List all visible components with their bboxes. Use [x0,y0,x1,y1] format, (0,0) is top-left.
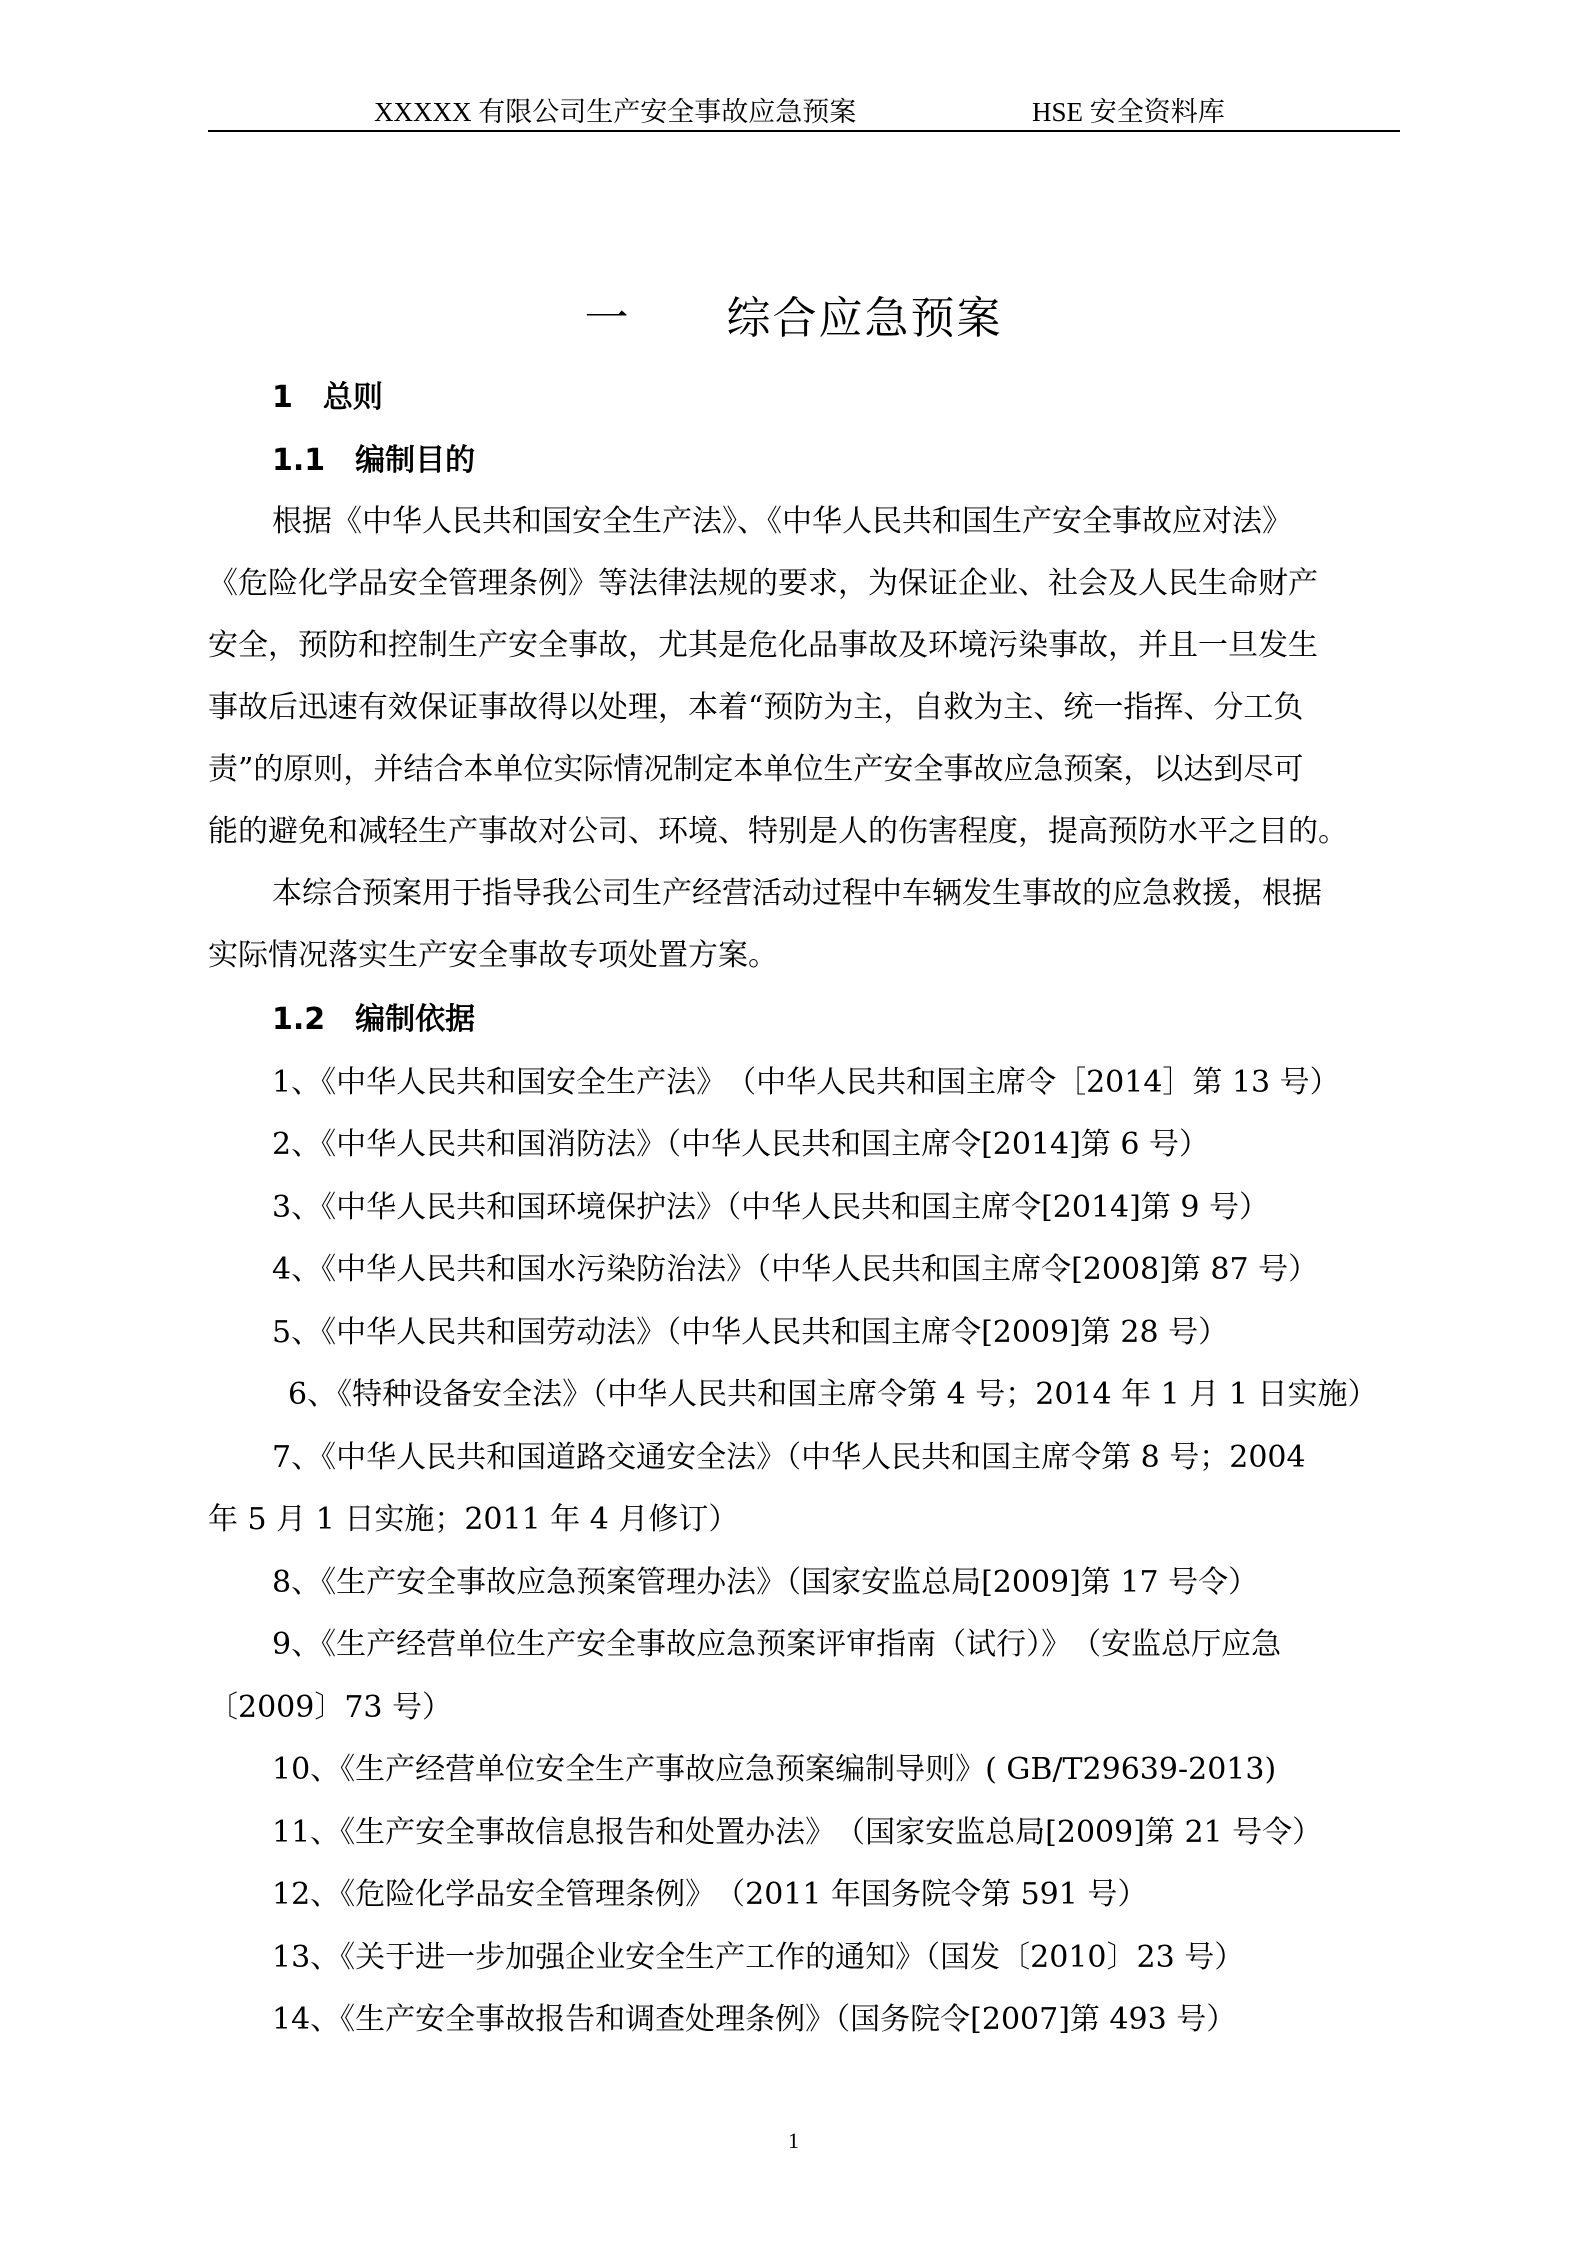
basis-list-item: 13、《关于进一步加强企业安全生产工作的通知》（国发〔2010〕23 号） [272,1940,1245,1975]
basis-list-item: 8、《生产安全事故应急预案管理办法》（国家安监总局[2009]第 17 号令） [272,1565,1259,1600]
basis-list-item-continuation: 年 5 月 1 日实施；2011 年 4 月修订） [208,1502,739,1537]
basis-list-item: 14、《生产安全事故报告和调查处理条例》（国务院令[2007]第 493 号） [272,2002,1237,2037]
basis-list-item: 4、《中华人民共和国水污染防治法》（中华人民共和国主席令[2008]第 87 号） [272,1252,1319,1287]
section-heading-general: 1 总则 [272,380,383,415]
purpose-paragraph-line: 《危险化学品安全管理条例》等法律法规的要求，为保证企业、社会及人民生命财产 [208,566,1318,601]
basis-list-item: 7、《中华人民共和国道路交通安全法》（中华人民共和国主席令第 8 号；2004 [272,1440,1306,1475]
chapter-number: 一 [584,293,631,344]
subsection-heading-purpose: 1.1 编制目的 [272,443,476,478]
chapter-title [0,282,1587,346]
page-number: 1 [788,2128,799,2153]
scope-paragraph-line: 本综合预案用于指导我公司生产经营活动过程中车辆发生事故的应急救援，根据 [272,876,1322,911]
purpose-paragraph-line: 责”的原则，并结合本单位实际情况制定本单位生产安全事故应急预案，以达到尽可 [208,752,1304,787]
header-document-title: XXXXX 有限公司生产安全事故应急预案 [374,97,857,127]
purpose-paragraph-line: 事故后迅速有效保证事故得以处理，本着“预防为主，自救为主、统一指挥、分工负 [208,690,1304,725]
header-library-name: HSE 安全资料库 [1032,97,1225,127]
basis-list-item: 10、《生产经营单位安全生产事故应急预案编制导则》( GB/T29639-2013) [272,1752,1277,1787]
basis-list-item: 5、《中华人民共和国劳动法》（中华人民共和国主席令[2009]第 28 号） [272,1315,1229,1350]
basis-list-item: 1、《中华人民共和国安全生产法》 （中华人民共和国主席令［2014］第 13 号） [272,1065,1340,1100]
basis-list-item: 12、《危险化学品安全管理条例》 （2011 年国务院令第 591 号） [272,1877,1148,1912]
basis-list-item: 11、《生产安全事故信息报告和处置办法》 （国家安监总局[2009]第 21 号令） [272,1815,1323,1850]
subsection-heading-basis: 1.2 编制依据 [272,1002,476,1037]
purpose-paragraph-line: 根据《中华人民共和国安全生产法》、《中华人民共和国生产安全事故应对法》 [272,504,1292,539]
basis-list-item: 6、《特种设备安全法》（中华人民共和国主席令第 4 号；2014 年 1 月 1 日实施） [288,1377,1378,1412]
basis-list-item: 3、《中华人民共和国环境保护法》（中华人民共和国主席令[2014]第 9 号） [272,1190,1270,1225]
basis-list-item: 9、《生产经营单位生产安全事故应急预案评审指南（试行）》 （安监总厅应急 [272,1627,1282,1662]
page-header [208,86,1400,132]
basis-list-item-continuation: 〔2009〕73 号） [208,1690,453,1725]
chapter-title-text: 综合应急预案 [726,293,1003,344]
purpose-paragraph-line: 能的避免和减轻生产事故对公司、环境、特别是人的伤害程度，提高预防水平之目的。 [208,814,1348,849]
basis-list-item: 2、《中华人民共和国消防法》（中华人民共和国主席令[2014]第 6 号） [272,1127,1210,1162]
scope-paragraph-line: 实际情况落实生产安全事故专项处置方案。 [208,938,778,973]
purpose-paragraph-line: 安全，预防和控制生产安全事故，尤其是危化品事故及环境污染事故，并且一旦发生 [208,628,1318,663]
